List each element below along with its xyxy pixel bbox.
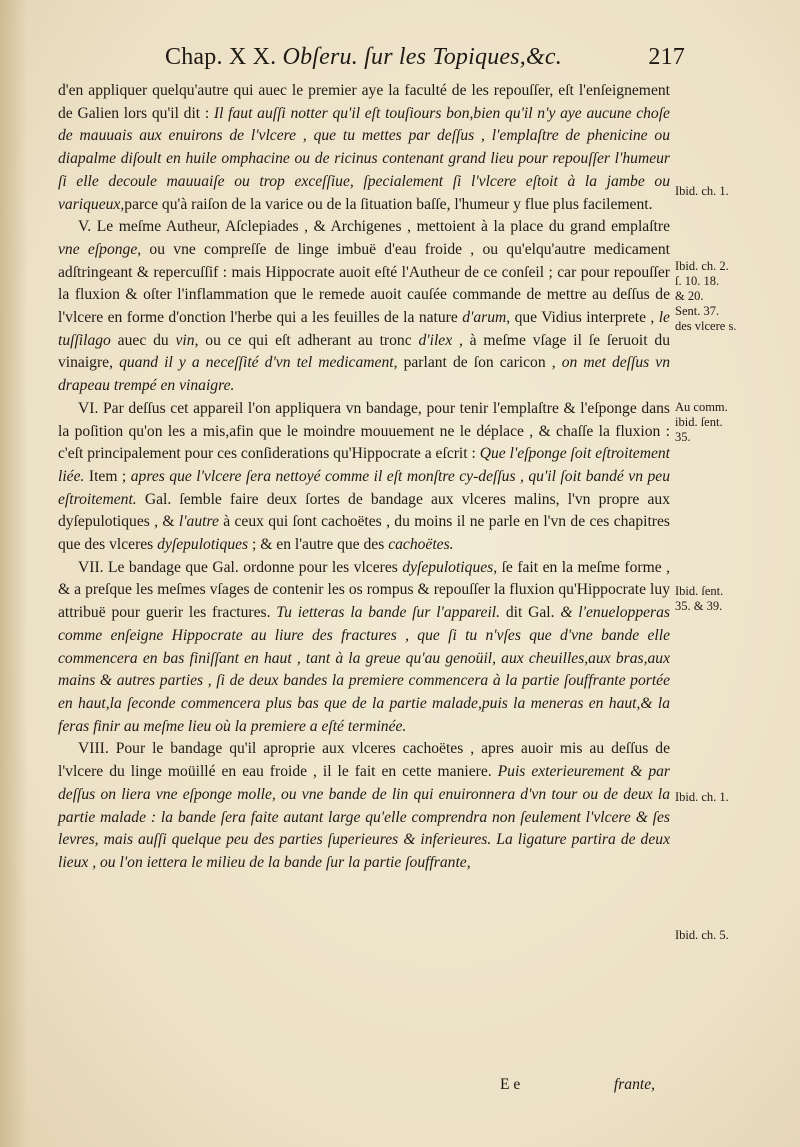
margin-note-line: des vlcere s. — [675, 319, 737, 333]
margin-note-6 — [675, 928, 793, 943]
text-run: apres que l'vlcere ſera nettoyé comme il eſt monſtre cy-deſſus , qu'il ſoit bandé vn peu eſtroitement. — [58, 467, 670, 508]
margin-note-line: Ibid. ch. 1. — [675, 790, 729, 804]
running-header — [165, 44, 685, 71]
text-run: parce qu'à raiſon de la varice ou de la ſituation baſſe, l'humeur y flue plus facilement. — [124, 195, 653, 213]
text-run: ſe fait en la meſme forme , & a preſque les meſmes vſages de contenir les os rompus & repouſſer la fluxion qu'Hippocrate luy attribuë pour guerir les fractures. — [58, 558, 670, 622]
text-run: le tuſſilago — [58, 309, 670, 349]
paragraph-4 — [58, 557, 670, 739]
text-run: V. Le meſme Autheur, Aſclepiades , & Archigenes , mettoient à la place du grand emplaſtre — [78, 218, 670, 236]
text-run: dyſepulotiques, — [402, 558, 498, 576]
text-run: Tu ietteras la bande ſur l'appareil. — [276, 604, 501, 622]
text-run: , ou vne compreſſe de linge imbuë d'eau froide , ou qu'elqu'autre medicament adſtringeant & repercuſſif : mais Hippocrate auoit eſté l'Autheur de ce conſeil ; car pour repouſſer la fluxion & oſter l'inflammation que le remede auoit cauſée commande de mettre au deſſus de l'vlcere en forme d'onction l'herbe qui a les feuilles de la nature — [58, 240, 670, 327]
margin-note-line: Ibid. ch. 1. — [675, 184, 729, 198]
margin-note-5 — [675, 790, 793, 805]
text-run: Il faut auſſi notter qu'il eſt touſiours bon,bien qu'il n'y aye aucune choſe de mauuais aux enuirons de l'vlcere , que tu mettes par deſſus , l'emplaſtre de phenicine ou diapalme diſoult en huile omphacine ou de ricinus contenant grand lieu pour repouſſer l'humeur ſi elle decoule mauuaiſe ou trop exceſſiue, ſpecialement ſi l'vlcere eſtoit à la jambe ou variqueux, — [58, 104, 670, 213]
catchword: frante, — [613, 1076, 656, 1093]
margin-note-line: Au comm. — [675, 400, 728, 414]
margin-note-line: Ibid. ch. 2. — [675, 259, 729, 273]
text-run: dyſepulotiques — [157, 536, 249, 554]
margin-note-line: 35. — [675, 430, 691, 444]
catchline — [500, 1076, 680, 1094]
margin-note-2 — [675, 259, 793, 334]
text-run: dit Gal. — [500, 604, 561, 622]
text-run: VIII. Pour le bandage qu'il aproprie aux vlceres cachoëtes , apres auoir mis au deſſus de l'vlcere du linge moüillé en eau froide , il le fait en cette maniere. — [58, 740, 670, 781]
text-run: on met deſſus vn drapeau trempé en vinaigre. — [58, 354, 670, 395]
text-run: vin — [175, 331, 195, 349]
text-run: cachoëtes. — [388, 536, 454, 554]
margin-note-line: Ibid. ſent. — [675, 584, 724, 598]
signature-mark: E e — [500, 1076, 521, 1093]
margin-note-3 — [675, 400, 793, 445]
text-run: vne eſponge — [58, 240, 138, 258]
running-title: Obſeru. ſur les Topiques,&c. — [282, 44, 562, 70]
paragraph-3 — [58, 398, 670, 557]
text-run: Item ; — [84, 467, 131, 485]
margin-note-line: 35. & 39. — [675, 599, 723, 613]
body-text — [58, 80, 670, 875]
paragraph-2 — [58, 216, 670, 398]
text-run: , ou ce qui eſt adherant au tronc — [194, 331, 419, 349]
margin-note-line: & 20. — [675, 289, 704, 303]
margin-note-line: ibid. ſent. — [675, 415, 723, 429]
margin-note-line: Ibid. ch. 5. — [675, 928, 729, 942]
text-run: auec du — [110, 331, 176, 349]
text-run: & l'enuelopperas comme enſeigne Hippocrate au liure des fractures , que ſi tu n'vſes que d'vne bande elle commencera en bas finiſſant en haut , tant à la greue qu'au genoüil, aux cheuilles,aux bras,aux mains & autres parties , ſi de deux bandes la premiere commencera à la partie ſouffrante portée en haut,la ſeconde commencera plus bas que de la partie malade,puis la meneras en haut,& la feras finir au meſme lieu où la premiere a eſté terminée. — [58, 604, 670, 735]
margin-note-line: Sent. 37. — [675, 304, 720, 318]
margin-note-line: ſ. 10. 18. — [675, 274, 720, 288]
text-run: , parlant de ſon caricon , — [393, 354, 562, 372]
paragraph-5 — [58, 738, 670, 874]
text-run: Que l'eſponge ſoit eſtroitement liée. — [58, 445, 671, 485]
text-run: à ceux qui ſont cachoëtes , du moins il ne parle en l'vn de ces chapitres que des vlceres — [58, 513, 670, 554]
text-run: VI. Par deſſus cet appareil l'on appliquera vn bandage, pour tenir l'emplaſtre & l'eſponge dans la poſition qu'on les a mis,afin que le moindre mouuement ne le déplace , & chaſſe la fluxion : c'eſt principalement pour ces conſiderations qu'Hippocrate a eſcrit : — [58, 399, 670, 463]
page-number: 217 — [648, 44, 685, 70]
paragraph-1 — [58, 80, 670, 216]
text-run: quand il y a neceſſité d'vn tel medicament — [119, 354, 394, 372]
text-run: , à meſme vſage il ſe ſeruoit du vinaigre, — [58, 331, 670, 372]
text-run: l'autre — [178, 513, 219, 531]
text-run: d'arum — [462, 309, 507, 327]
margin-note-1 — [675, 184, 793, 199]
text-run: d'ilex — [418, 331, 453, 349]
text-run: Gal. ſemble faire deux ſortes de bandage aux vlceres malins, l'vn propre aux dyſepulotiques , & — [58, 490, 670, 531]
chapter-label: Chap. X X. — [165, 44, 277, 70]
margin-note-4 — [675, 584, 793, 614]
text-run: ; & en l'autre que des — [248, 536, 389, 554]
text-run: d'en appliquer quelqu'autre qui auec le premier aye la faculté de les repouſſer, eſt l'enſeignement de Galien lors qu'il dit : — [58, 82, 670, 122]
text-run: VII. Le bandage que Gal. ordonne pour les vlceres — [78, 558, 403, 576]
text-run: Puis exterieurement & par deſſus on liera vne eſponge molle, ou vne bande de lin qui enuironnera d'vn tour ou de deux la partie malade : la bande ſera faite autant large qu'elle comprendra non ſeulement l'vlcere & ſes levres, mais auſſi quelque peu des parties ſuperieures & inferieures. La ligature partira de deux lieux , ou l'on iettera le milieu de la bande ſur la partie ſouffrante, — [58, 763, 670, 871]
text-run: , que Vidius interprete , — [506, 309, 659, 327]
